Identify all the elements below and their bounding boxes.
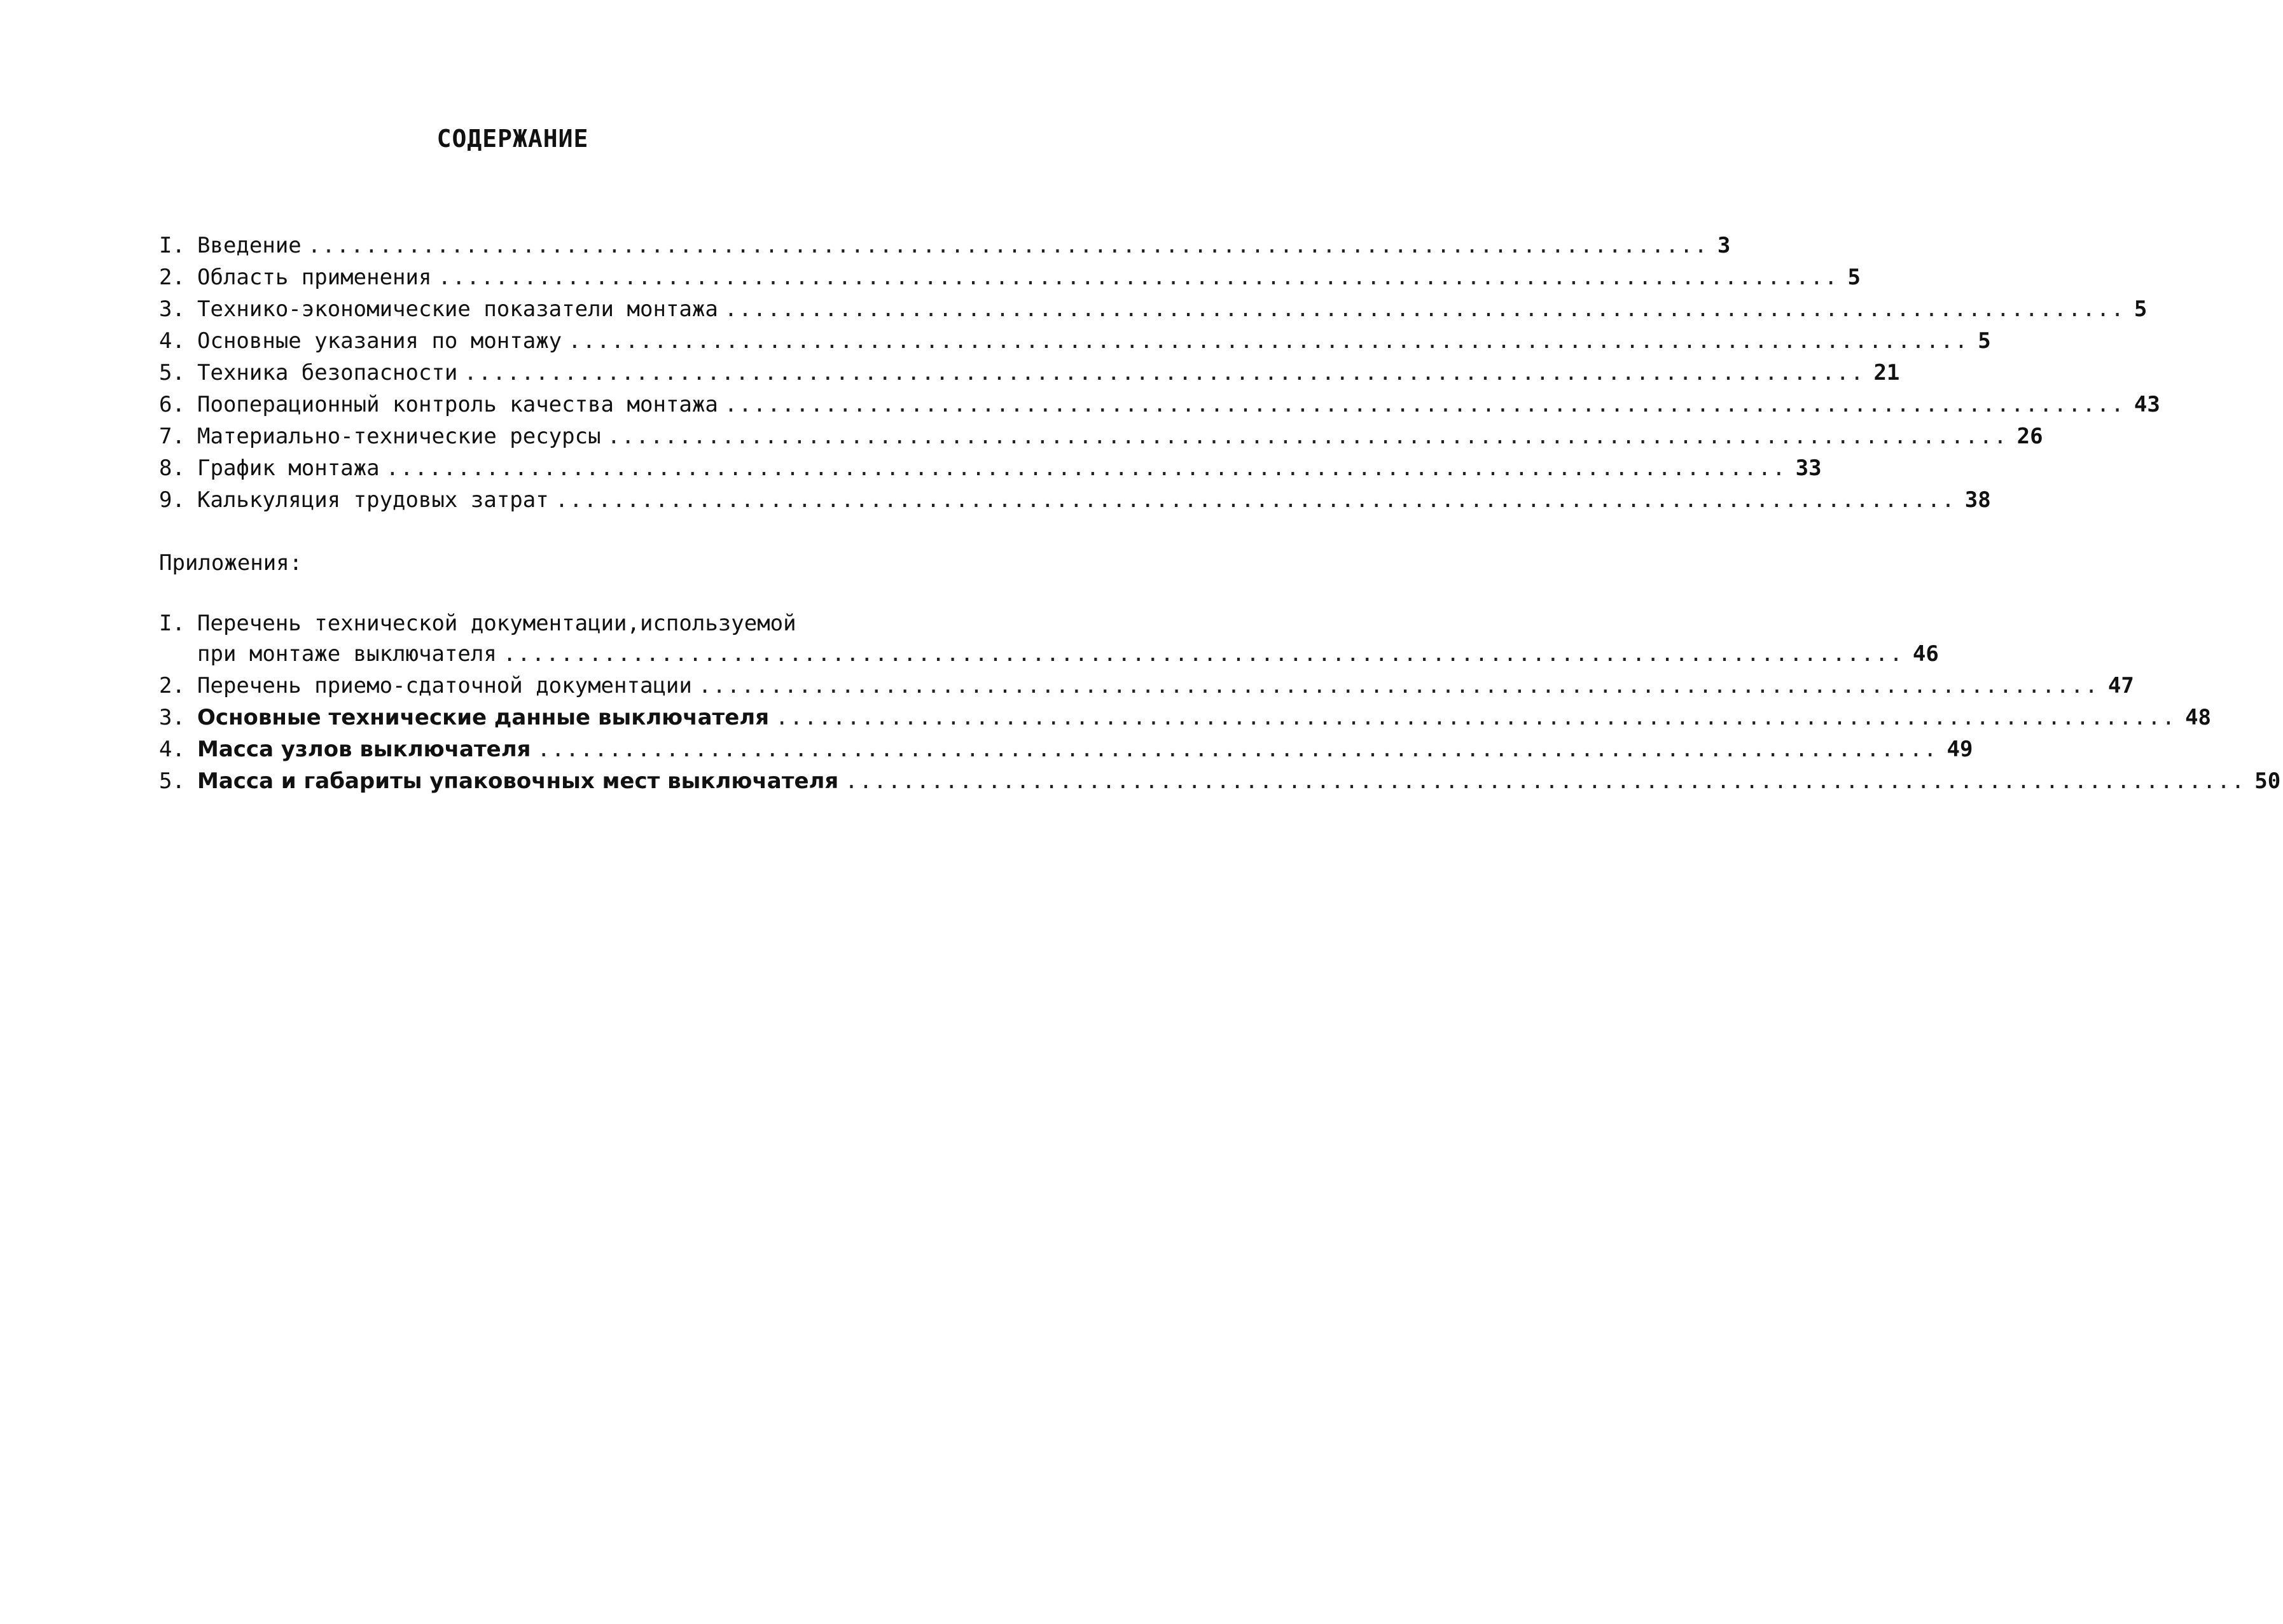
entry-page: 49	[1946, 737, 1973, 762]
entry-label: Основные технические данные выключателя	[197, 705, 770, 730]
toc-entry	[159, 487, 1991, 519]
entry-label: Технико-экономические показатели монтажа	[197, 296, 718, 322]
entry-page: 47	[2107, 673, 2134, 698]
dot-leader: ..................................................................................................	[775, 705, 2177, 730]
entry-page: 3	[1717, 233, 1731, 258]
dot-leader: ..................................................................................................	[385, 455, 1787, 481]
entry-page: 5	[1978, 328, 1991, 354]
dot-leader: ..................................................................................................	[698, 673, 2099, 698]
entry-label: Область применения	[197, 265, 432, 290]
entry-label: Введение	[197, 233, 302, 258]
entry-number: 6.	[159, 392, 185, 417]
entry-label: Масса узлов выключателя	[197, 737, 531, 762]
entry-number: 4.	[159, 328, 185, 354]
entry-number: 4.	[159, 737, 185, 762]
contents-list	[159, 233, 2160, 519]
dot-leader: ..................................................................................................	[503, 641, 1904, 667]
entry-number: 3.	[159, 296, 185, 322]
dot-leader: ..................................................................................................	[845, 768, 2246, 794]
appendix-list	[159, 611, 2281, 800]
dot-leader: ..................................................................................................	[555, 487, 1956, 513]
dot-leader: ..................................................................................................	[307, 233, 1709, 258]
entry-page: 21	[1873, 360, 1900, 385]
toc-entry	[159, 233, 1731, 265]
entry-number: 2.	[159, 265, 185, 290]
entry-number: 5.	[159, 768, 185, 794]
entry-number: I.	[159, 233, 185, 258]
entry-number: 7.	[159, 424, 185, 449]
appendix-entry	[159, 641, 1939, 673]
entry-page: 33	[1795, 455, 1822, 481]
dot-leader: ..................................................................................................	[724, 296, 2125, 322]
entry-label: Перечень приемо-сдаточной документации	[197, 673, 692, 698]
dot-leader: ..................................................................................................	[537, 737, 1938, 762]
entry-number: 5.	[159, 360, 185, 385]
entry-label: Материально-технические ресурсы	[197, 424, 601, 449]
dot-leader: ..................................................................................................	[464, 360, 1865, 385]
toc-entry	[159, 360, 1900, 392]
appendix-entry	[159, 673, 2134, 705]
entry-page: 38	[1964, 487, 1991, 513]
entry-number: 9.	[159, 487, 185, 513]
page-title: СОДЕРЖАНИЕ	[436, 125, 589, 153]
entry-page: 48	[2185, 705, 2212, 730]
appendix-entry	[159, 768, 2281, 800]
entry-number: 3.	[159, 705, 185, 730]
entry-label: Пооперационный контроль качества монтажа	[197, 392, 718, 417]
entry-number: 2.	[159, 673, 185, 698]
entry-label: Основные указания по монтажу	[197, 328, 562, 354]
entry-page: 43	[2134, 392, 2160, 417]
entry-label: Техника безопасности	[197, 360, 458, 385]
entry-page: 5	[1847, 265, 1861, 290]
toc-entry	[159, 455, 1822, 487]
appendix-heading: Приложения:	[159, 550, 303, 576]
entry-label: Перечень технической документации,используемой	[197, 611, 796, 636]
entry-page: 46	[1912, 641, 1939, 667]
entry-label: Масса и габариты упаковочных мест выключателя	[197, 768, 839, 794]
dot-leader: ..................................................................................................	[607, 424, 2008, 449]
entry-number: I.	[159, 611, 185, 636]
toc-entry	[159, 328, 1991, 360]
toc-entry	[159, 392, 2160, 424]
appendix-entry	[159, 737, 1973, 768]
dot-leader: ..................................................................................................	[568, 328, 1969, 354]
dot-leader: ..................................................................................................	[438, 265, 1839, 290]
toc-entry	[159, 424, 2043, 455]
entry-page: 5	[2134, 296, 2148, 322]
entry-label-continued: при монтаже выключателя	[197, 641, 497, 667]
entry-label: Калькуляция трудовых затрат	[197, 487, 549, 513]
entry-page: 50	[2254, 768, 2281, 794]
appendix-entry-line1	[159, 611, 884, 641]
entry-page: 26	[2016, 424, 2043, 449]
toc-entry	[159, 265, 1861, 296]
toc-entry	[159, 296, 2148, 328]
appendix-entry	[159, 705, 2212, 737]
dot-leader: ..................................................................................................	[724, 392, 2125, 417]
entry-number: 8.	[159, 455, 185, 481]
entry-label: График монтажа	[197, 455, 380, 481]
